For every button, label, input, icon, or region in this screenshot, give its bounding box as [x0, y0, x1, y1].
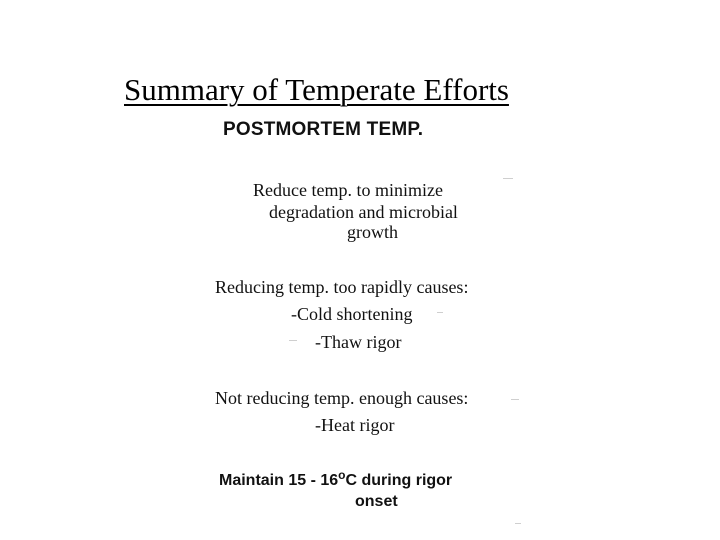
scanned-text-image	[205, 118, 525, 518]
thaw-rigor-item: -Thaw rigor	[315, 332, 402, 352]
heat-rigor-item: -Heat rigor	[315, 415, 395, 435]
scan-speck	[289, 340, 297, 341]
reduce-temp-line-2: degradation and microbial	[269, 202, 458, 222]
reduce-temp-line-3: growth	[347, 222, 398, 242]
degree-superscript: o	[338, 468, 346, 482]
maintain-line-2: onset	[355, 493, 398, 510]
not-enough-lead: Not reducing temp. enough causes:	[215, 388, 469, 408]
scan-speck	[503, 178, 513, 179]
scan-speck	[437, 312, 443, 313]
reduce-temp-line-1: Reduce temp. to minimize	[253, 180, 443, 200]
maintain-suffix: C during rigor	[345, 472, 453, 489]
scan-speck	[511, 399, 519, 400]
cold-shortening-item: -Cold shortening	[291, 304, 413, 324]
scan-heading: POSTMORTEM TEMP.	[223, 119, 424, 140]
maintain-prefix: Maintain 15 - 16	[219, 472, 339, 489]
slide-title: Summary of Temperate Efforts	[124, 72, 509, 107]
maintain-line-1	[219, 468, 453, 491]
scan-speck	[515, 523, 521, 524]
too-rapid-lead: Reducing temp. too rapidly causes:	[215, 277, 469, 297]
